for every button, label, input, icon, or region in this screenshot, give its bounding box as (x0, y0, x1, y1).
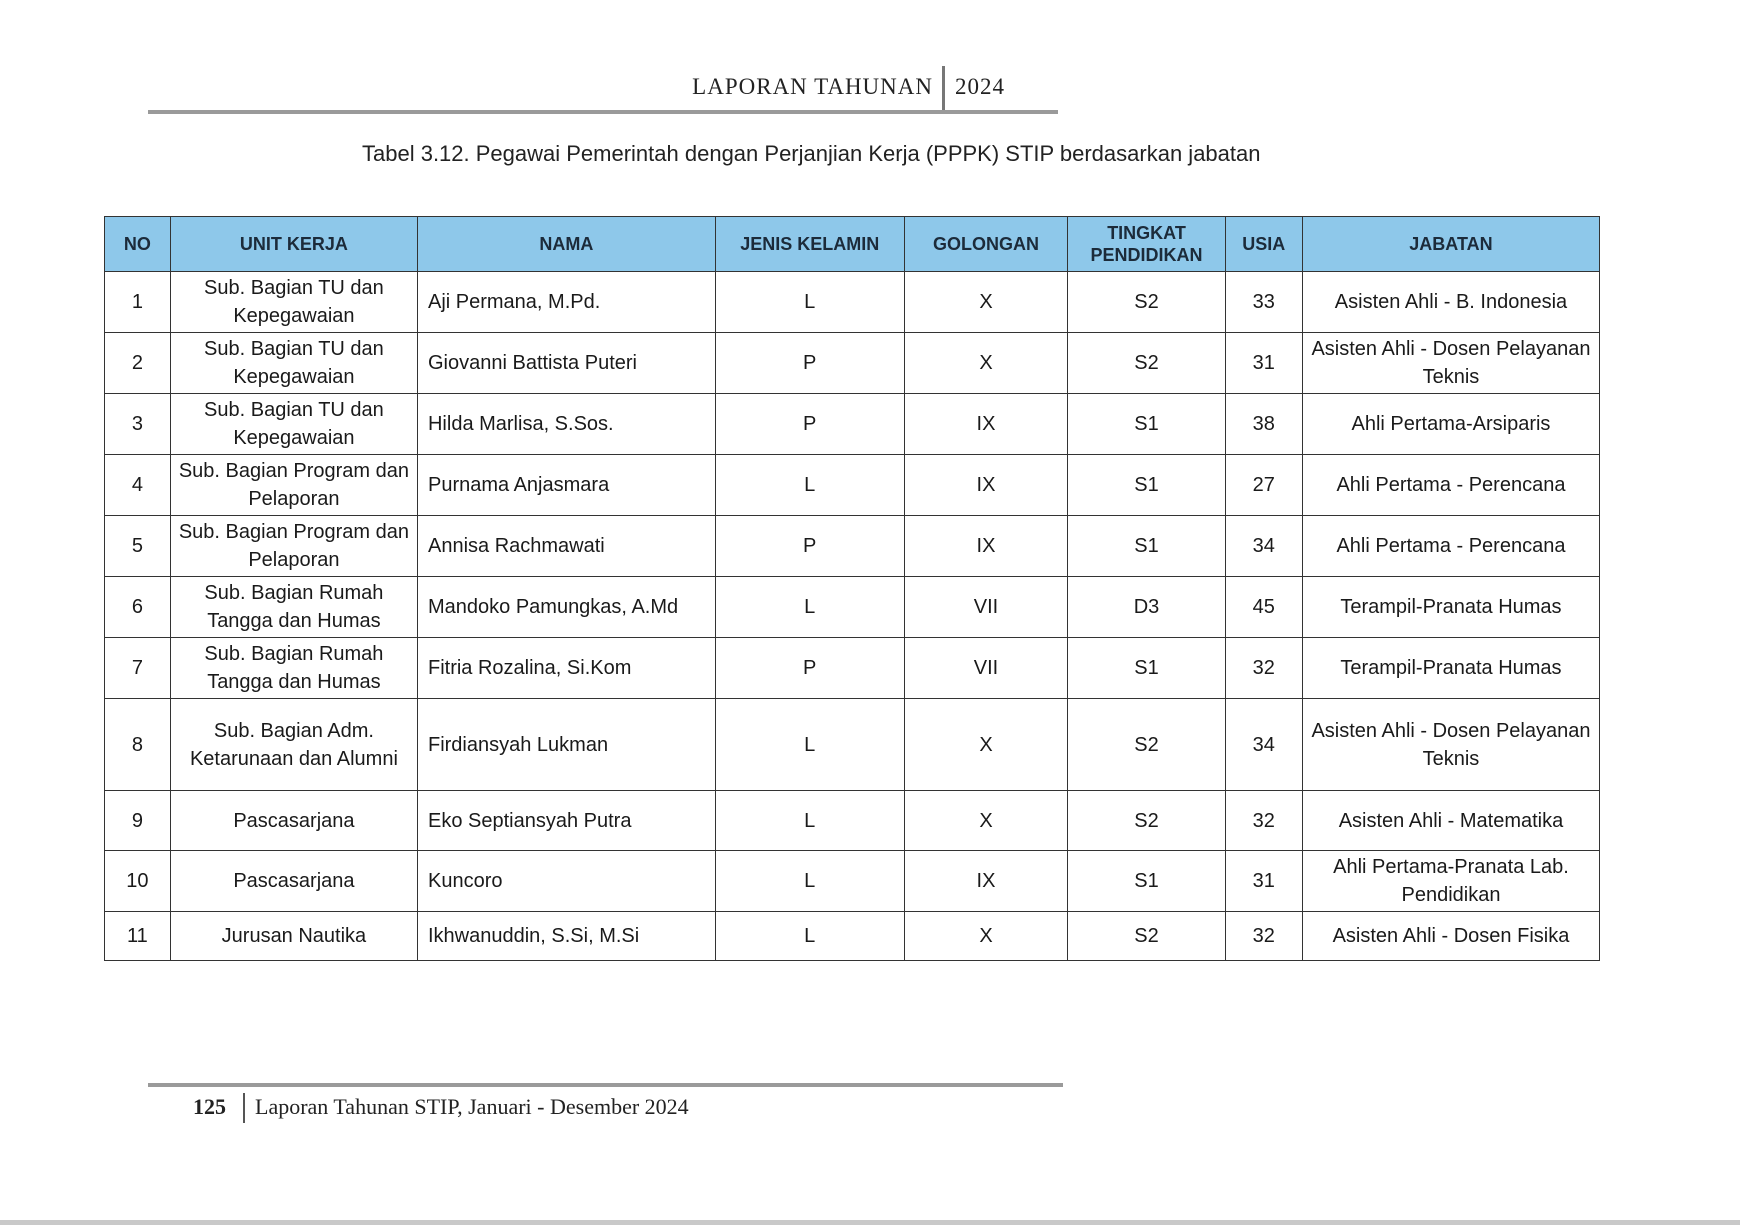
cell-no: 3 (105, 394, 171, 455)
cell-jenis-kelamin: P (715, 516, 904, 577)
cell-jenis-kelamin: L (715, 577, 904, 638)
cell-no: 7 (105, 638, 171, 699)
col-header-jabatan: JABATAN (1302, 217, 1599, 272)
cell-golongan: IX (904, 516, 1068, 577)
cell-jabatan: Ahli Pertama-Pranata Lab. Pendidikan (1302, 851, 1599, 912)
table-header-row (105, 217, 1600, 272)
cell-jenis-kelamin: L (715, 455, 904, 516)
cell-nama: Kuncoro (417, 851, 715, 912)
cell-jenis-kelamin: P (715, 638, 904, 699)
scan-edge (0, 1220, 1740, 1225)
cell-no: 6 (105, 577, 171, 638)
table-row (105, 638, 1600, 699)
cell-usia: 45 (1225, 577, 1302, 638)
cell-golongan: VII (904, 638, 1068, 699)
table-row (105, 791, 1600, 851)
cell-jenis-kelamin: P (715, 333, 904, 394)
cell-golongan: X (904, 912, 1068, 961)
cell-golongan: X (904, 791, 1068, 851)
page-header (0, 66, 1060, 116)
header-rule (148, 110, 1058, 114)
cell-jabatan: Asisten Ahli - Dosen Fisika (1302, 912, 1599, 961)
cell-jabatan: Asisten Ahli - Matematika (1302, 791, 1599, 851)
cell-jabatan: Asisten Ahli - Dosen Pelayanan Teknis (1302, 699, 1599, 791)
cell-golongan: IX (904, 394, 1068, 455)
cell-no: 2 (105, 333, 171, 394)
table-header (105, 217, 1600, 272)
cell-usia: 31 (1225, 851, 1302, 912)
header-title: LAPORAN TAHUNAN (692, 74, 933, 99)
cell-jenis-kelamin: L (715, 272, 904, 333)
cell-usia: 32 (1225, 638, 1302, 699)
table-row (105, 912, 1600, 961)
cell-nama: Eko Septiansyah Putra (417, 791, 715, 851)
col-header-no: NO (105, 217, 171, 272)
cell-no: 4 (105, 455, 171, 516)
cell-nama: Annisa Rachmawati (417, 516, 715, 577)
cell-nama: Giovanni Battista Puteri (417, 333, 715, 394)
cell-jenis-kelamin: L (715, 851, 904, 912)
cell-tingkat-pendidikan: S1 (1068, 516, 1225, 577)
cell-usia: 31 (1225, 333, 1302, 394)
cell-golongan: IX (904, 851, 1068, 912)
table-row (105, 333, 1600, 394)
header-divider (942, 66, 945, 110)
col-header-nama: NAMA (417, 217, 715, 272)
cell-golongan: X (904, 699, 1068, 791)
cell-jabatan: Asisten Ahli - Dosen Pelayanan Teknis (1302, 333, 1599, 394)
cell-usia: 34 (1225, 516, 1302, 577)
table-row (105, 851, 1600, 912)
cell-no: 5 (105, 516, 171, 577)
cell-unit-kerja: Sub. Bagian Adm. Ketarunaan dan Alumni (170, 699, 417, 791)
cell-nama: Mandoko Pamungkas, A.Md (417, 577, 715, 638)
table-row (105, 394, 1600, 455)
cell-unit-kerja: Pascasarjana (170, 851, 417, 912)
cell-tingkat-pendidikan: S1 (1068, 638, 1225, 699)
table-body (105, 272, 1600, 961)
col-header-tingkat-pendidikan: TINGKAT PENDIDIKAN (1068, 217, 1225, 272)
cell-jenis-kelamin: P (715, 394, 904, 455)
cell-tingkat-pendidikan: S2 (1068, 912, 1225, 961)
cell-unit-kerja: Sub. Bagian TU dan Kepegawaian (170, 333, 417, 394)
cell-tingkat-pendidikan: S2 (1068, 791, 1225, 851)
cell-no: 8 (105, 699, 171, 791)
table-row (105, 455, 1600, 516)
header-year: 2024 (955, 74, 1005, 99)
cell-no: 1 (105, 272, 171, 333)
cell-tingkat-pendidikan: S1 (1068, 455, 1225, 516)
cell-usia: 32 (1225, 912, 1302, 961)
cell-tingkat-pendidikan: D3 (1068, 577, 1225, 638)
cell-unit-kerja: Sub. Bagian Rumah Tangga dan Humas (170, 577, 417, 638)
col-header-unit-kerja: UNIT KERJA (170, 217, 417, 272)
cell-jabatan: Terampil-Pranata Humas (1302, 577, 1599, 638)
footer-rule (148, 1083, 1063, 1087)
cell-nama: Aji Permana, M.Pd. (417, 272, 715, 333)
cell-jabatan: Asisten Ahli - B. Indonesia (1302, 272, 1599, 333)
col-header-usia: USIA (1225, 217, 1302, 272)
footer-text: Laporan Tahunan STIP, Januari - Desember 2024 (255, 1094, 689, 1119)
table-row (105, 516, 1600, 577)
col-header-jenis-kelamin: JENIS KELAMIN (715, 217, 904, 272)
cell-jabatan: Terampil-Pranata Humas (1302, 638, 1599, 699)
cell-usia: 38 (1225, 394, 1302, 455)
cell-no: 9 (105, 791, 171, 851)
cell-tingkat-pendidikan: S1 (1068, 851, 1225, 912)
cell-jenis-kelamin: L (715, 699, 904, 791)
cell-golongan: X (904, 333, 1068, 394)
cell-unit-kerja: Sub. Bagian TU dan Kepegawaian (170, 394, 417, 455)
cell-jenis-kelamin: L (715, 912, 904, 961)
cell-nama: Fitria Rozalina, Si.Kom (417, 638, 715, 699)
cell-jabatan: Ahli Pertama - Perencana (1302, 455, 1599, 516)
cell-nama: Purnama Anjasmara (417, 455, 715, 516)
cell-unit-kerja: Sub. Bagian Rumah Tangga dan Humas (170, 638, 417, 699)
cell-unit-kerja: Sub. Bagian Program dan Pelaporan (170, 516, 417, 577)
cell-usia: 27 (1225, 455, 1302, 516)
table-row (105, 699, 1600, 791)
table-row (105, 577, 1600, 638)
col-header-golongan: GOLONGAN (904, 217, 1068, 272)
table-caption: Tabel 3.12. Pegawai Pemerintah dengan Perjanjian Kerja (PPPK) STIP berdasarkan jabatan (362, 141, 1261, 166)
table-row (105, 272, 1600, 333)
cell-no: 10 (105, 851, 171, 912)
cell-unit-kerja: Sub. Bagian Program dan Pelaporan (170, 455, 417, 516)
cell-usia: 34 (1225, 699, 1302, 791)
cell-nama: Ikhwanuddin, S.Si, M.Si (417, 912, 715, 961)
cell-golongan: X (904, 272, 1068, 333)
cell-unit-kerja: Pascasarjana (170, 791, 417, 851)
cell-tingkat-pendidikan: S2 (1068, 699, 1225, 791)
cell-tingkat-pendidikan: S2 (1068, 333, 1225, 394)
cell-unit-kerja: Jurusan Nautika (170, 912, 417, 961)
cell-nama: Firdiansyah Lukman (417, 699, 715, 791)
footer-divider (243, 1093, 245, 1123)
cell-golongan: VII (904, 577, 1068, 638)
cell-tingkat-pendidikan: S2 (1068, 272, 1225, 333)
cell-nama: Hilda Marlisa, S.Sos. (417, 394, 715, 455)
cell-jabatan: Ahli Pertama-Arsiparis (1302, 394, 1599, 455)
cell-no: 11 (105, 912, 171, 961)
cell-usia: 32 (1225, 791, 1302, 851)
cell-usia: 33 (1225, 272, 1302, 333)
cell-jabatan: Ahli Pertama - Perencana (1302, 516, 1599, 577)
cell-unit-kerja: Sub. Bagian TU dan Kepegawaian (170, 272, 417, 333)
page-number: 125 (193, 1094, 226, 1119)
cell-jenis-kelamin: L (715, 791, 904, 851)
cell-golongan: IX (904, 455, 1068, 516)
pppk-table (104, 216, 1600, 961)
cell-tingkat-pendidikan: S1 (1068, 394, 1225, 455)
